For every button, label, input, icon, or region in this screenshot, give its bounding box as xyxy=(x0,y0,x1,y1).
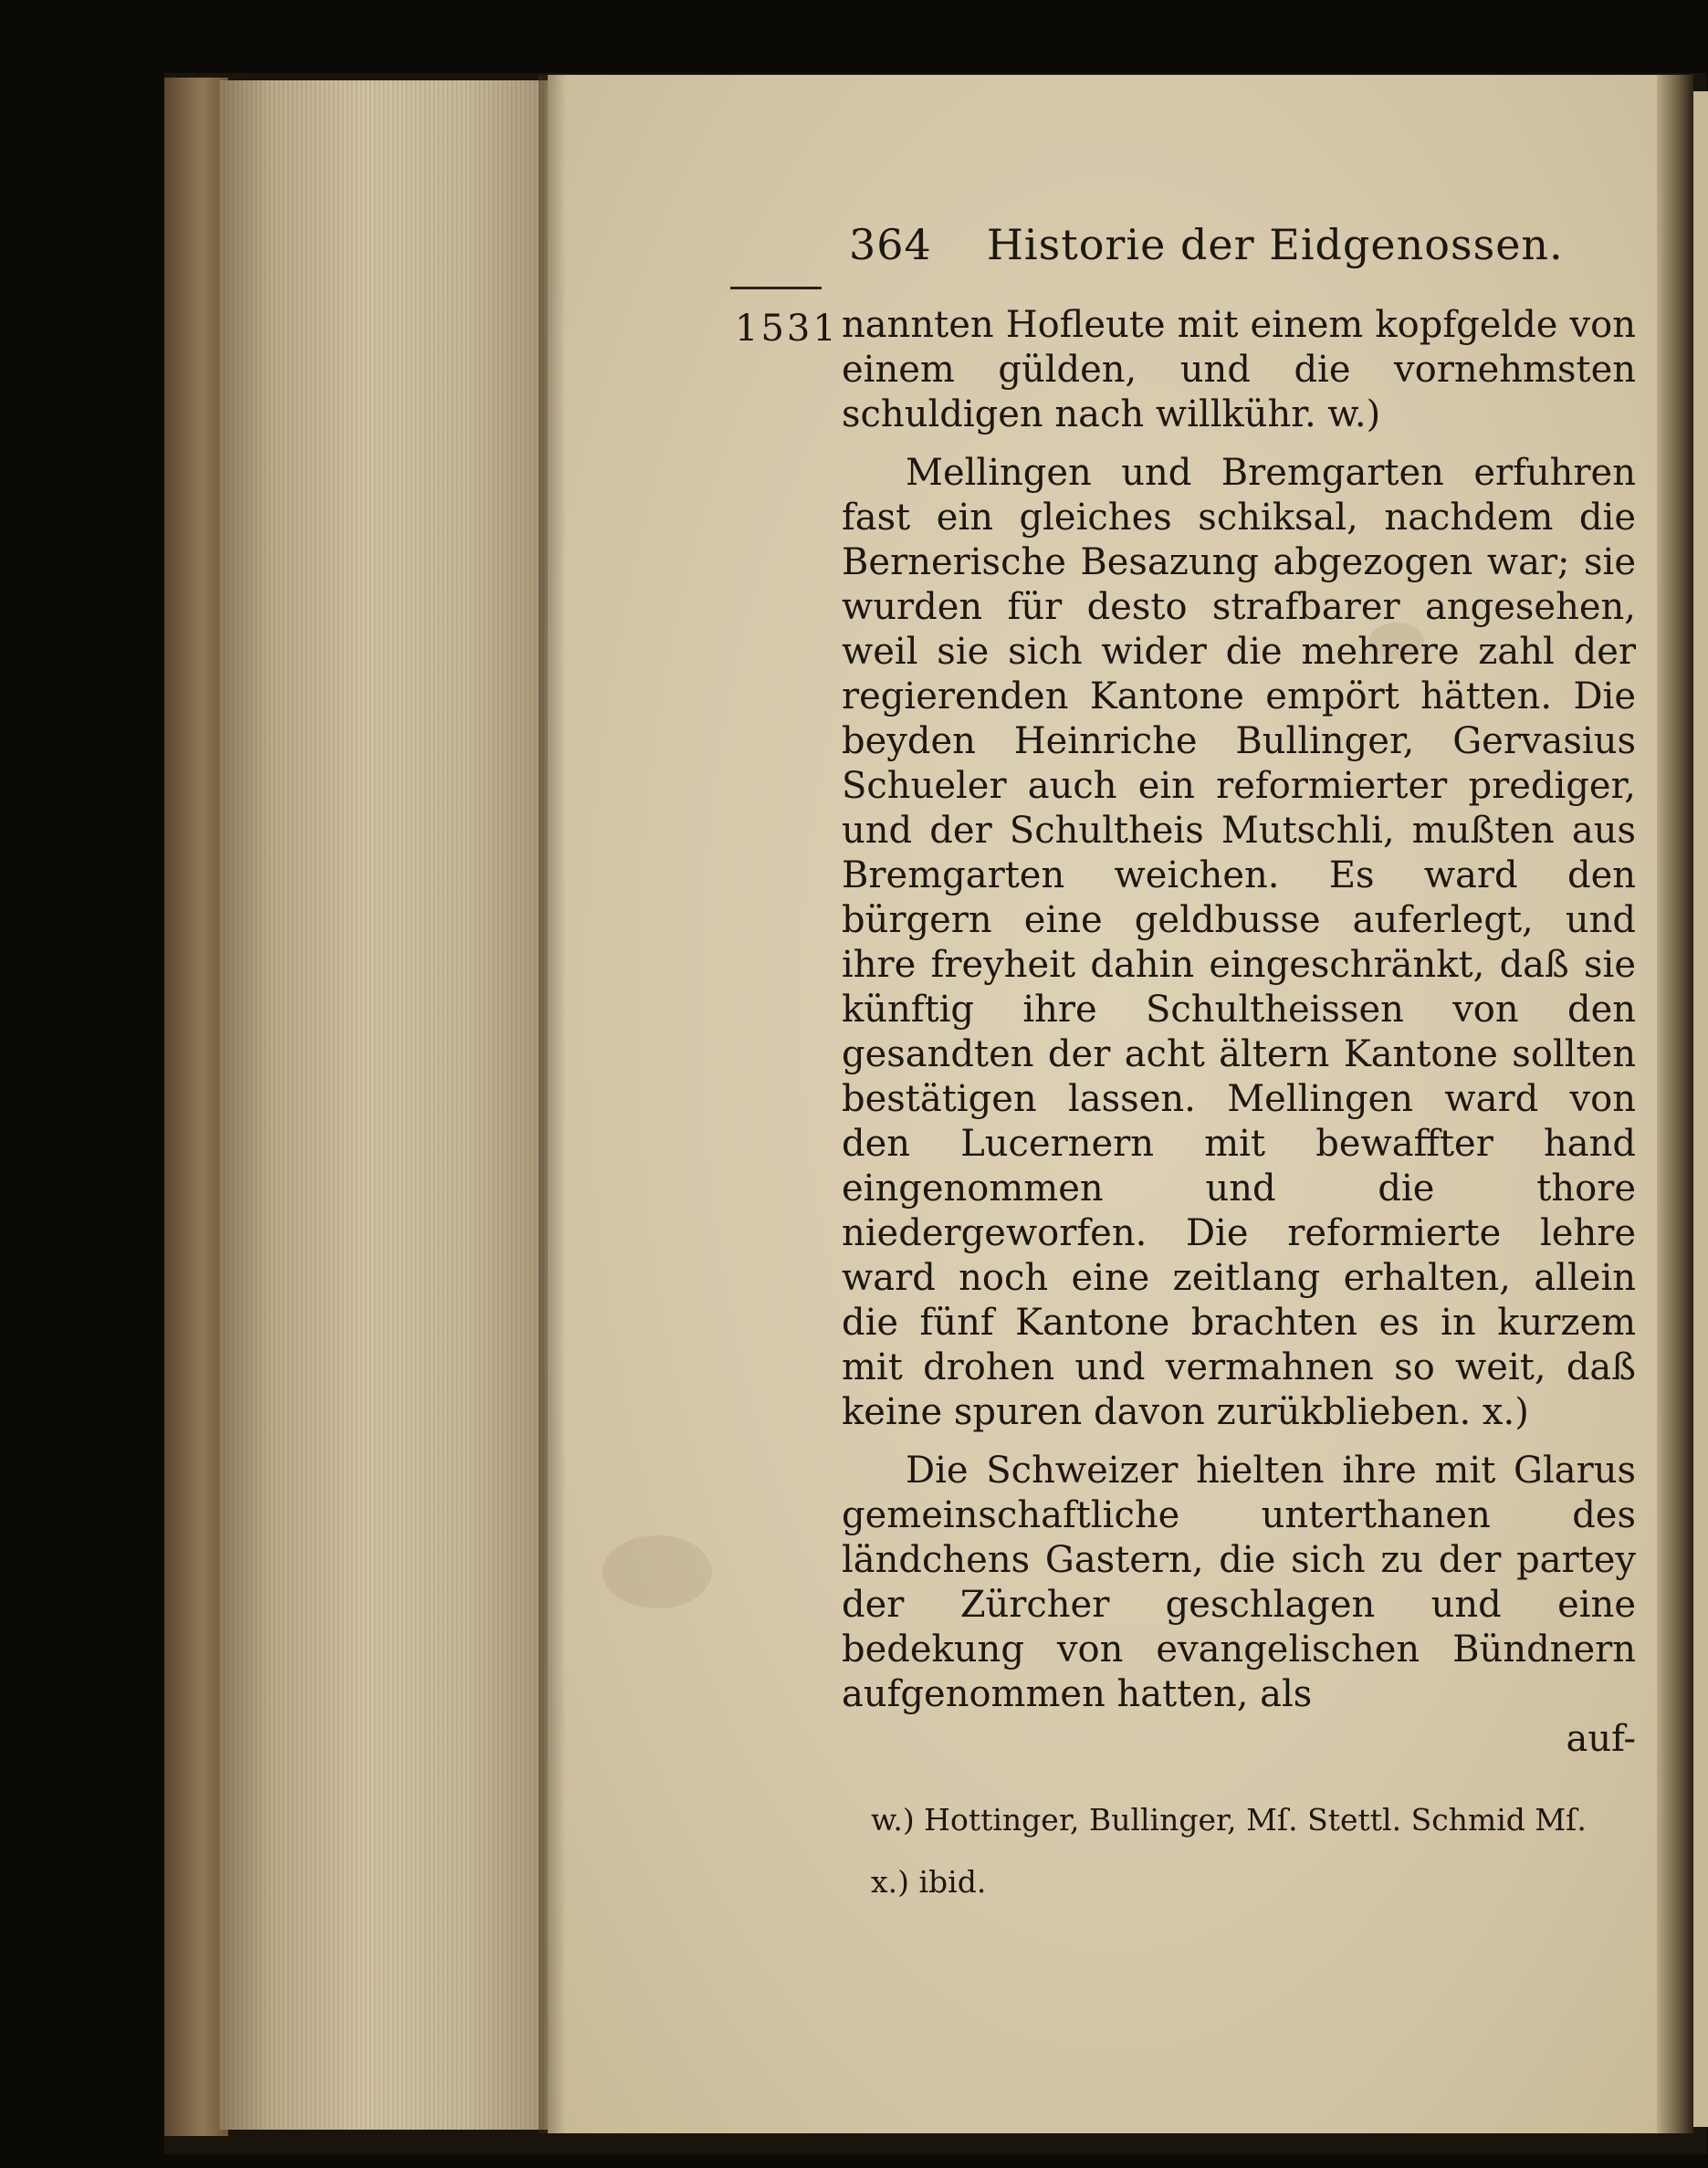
catchword: auf- xyxy=(1566,1718,1636,1760)
book-page xyxy=(548,75,1680,2133)
paper-stain xyxy=(603,1535,712,1608)
footnote: x.) ibid. xyxy=(871,1864,987,1900)
page-fore-edge xyxy=(219,80,548,2130)
header-rule xyxy=(730,287,822,289)
running-title: Historie der Eidgenossen. xyxy=(986,220,1564,269)
body-text xyxy=(842,303,1636,1913)
spine-shadow xyxy=(539,75,566,2133)
year-marginal-note: 1531 xyxy=(735,308,839,350)
page-gutter xyxy=(1657,75,1693,2133)
footnote: w.) Hottinger, Bullinger, Mſ. Stettl. Schmid Mſ. xyxy=(871,1802,1587,1838)
paragraph: Die Schweizer hielten ihre mit Glarus gemeinschaftliche unterthanen des ländchens Gastern, die sich zu der partey der Zürcher geschlagen und eine bedekung von evangelischen Bündnern aufgenommen hatten, als xyxy=(842,1450,1636,1715)
paragraph: Mellingen und Bremgarten erfuhren fast ein gleiches schiksal, nachdem die Bernerische Besazung abgezogen war; sie wurden für desto strafbarer angesehen, weil sie sich wider die mehrere zahl der regierenden Kantone empört hätten. Die beyden Heinriche Bullinger, Gervasius Schueler auch ein reformierter prediger, und der Schultheis Mutschli, mußten aus Bremgarten weichen. Es ward den bürgern eine geldbusse auferlegt, und ihre freyheit dahin eingeschränkt, daß sie künftig ihre Schultheissen von den gesandten der acht ältern Kantone sollten bestätigen lassen. Mellingen ward von den Lucernern mit bewaffter hand eingenommen und die thore niedergeworfen. Die reformierte lehre ward noch eine zeitlang erhalten, allein die fünf Kantone brachten es in kurzem mit drohen und vermahnen so weit, daß keine spuren davon zurükblieben. x.) xyxy=(842,452,1636,1433)
paragraph: nannten Hofleute mit einem kopfgelde von einem gülden, und die vornehmsten schuldigen nach willkühr. w.) xyxy=(842,304,1636,435)
page-number: 364 xyxy=(849,220,932,269)
footnotes xyxy=(842,1789,1636,1913)
running-head xyxy=(849,220,1671,269)
